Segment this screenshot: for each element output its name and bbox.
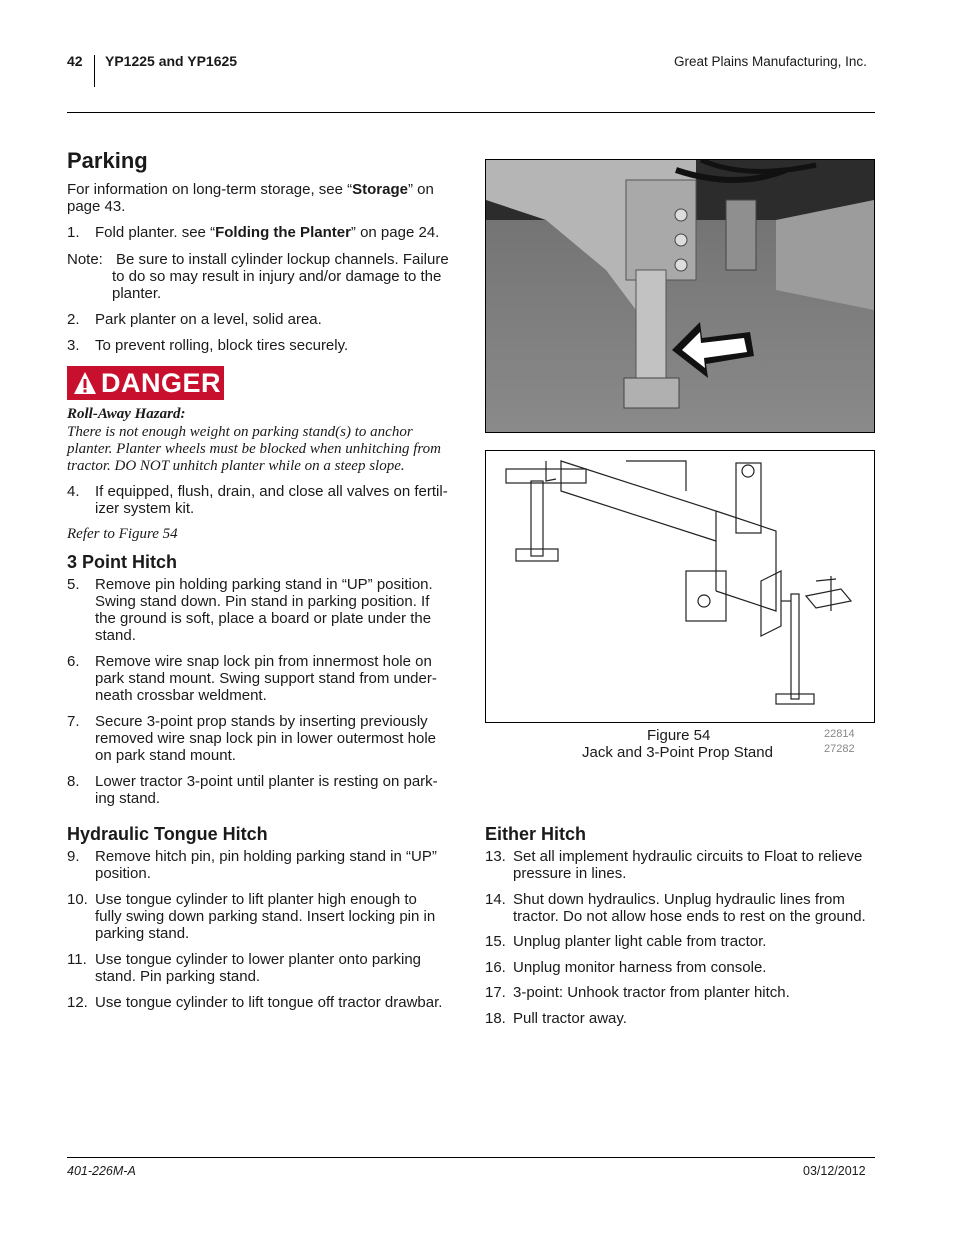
list-item (67, 713, 467, 764)
figure-reference[interactable]: Refer to Figure 54 (67, 526, 178, 542)
item-line: Swing stand down. Pin stand in parking position. If (95, 593, 430, 610)
item-number: 10. (67, 891, 88, 908)
list-item (67, 224, 467, 242)
item-line: fully swing down parking stand. Insert locking pin in (95, 908, 436, 925)
list-item (485, 1010, 885, 1027)
header-divider (94, 55, 95, 87)
note-text-3: planter. (112, 285, 162, 302)
item-line: 3-point: Unhook tractor from planter hitch. (513, 984, 790, 1002)
list-item (485, 984, 885, 1001)
section-title-hydraulic-tongue-hitch: Hydraulic Tongue Hitch (67, 824, 268, 844)
list-item (67, 773, 467, 807)
item-number: 2. (67, 311, 80, 328)
item-line: Set all implement hydraulic circuits to Float to relieve (513, 848, 863, 865)
item-number: 7. (67, 713, 80, 730)
figure-ref-2: 27282 (824, 743, 855, 755)
item-text: Park planter on a level, solid area. (95, 311, 322, 328)
item-line: the ground is soft, place a board or plate under the (95, 610, 432, 627)
item-text-end: ” on page 24. (350, 224, 440, 241)
item-line: Remove hitch pin, pin holding parking stand in “UP” (95, 848, 437, 865)
hazard-text-2: planter. Planter wheels must be blocked when unhitching from (67, 441, 441, 457)
list-item (485, 933, 885, 950)
list-item (67, 311, 467, 329)
hazard-title: Roll-Away Hazard: (67, 406, 186, 422)
note-text-2: to do so may result in injury and/or damage to the (112, 268, 442, 285)
item-line: Remove wire snap lock pin from innermost hole on (95, 653, 432, 670)
section-title-either-hitch: Either Hitch (485, 824, 587, 844)
item-number: 6. (67, 653, 80, 670)
item-line: neath crossbar weldment. (95, 687, 267, 704)
danger-label (67, 366, 224, 400)
item-number: 13. (485, 848, 506, 865)
item-text (513, 848, 862, 882)
item-number: 11. (67, 951, 87, 968)
item-number: 15. (485, 933, 506, 951)
item-line: Shut down hydraulics. Unplug hydraulic lines from (513, 890, 845, 908)
item-text: If equipped, flush, drain, and close all valves on fertil- izer system kit. (95, 483, 448, 517)
item-line: stand. Pin parking stand. (95, 968, 261, 985)
document-date: 03/12/2012 (803, 1164, 866, 1178)
item-text (95, 951, 421, 985)
list-item (485, 959, 885, 976)
item-number: 16. (485, 958, 506, 976)
item-text: To prevent rolling, block tires securely. (95, 337, 349, 354)
jack-prop-stand-diagram (486, 451, 874, 722)
item-line: pressure in lines. (513, 865, 627, 882)
item-number: 8. (67, 773, 80, 790)
document-id: 401-226M-A (67, 1164, 136, 1178)
item-line: ing stand. (95, 790, 161, 807)
item-number: 12. (67, 994, 88, 1011)
item-text (95, 653, 437, 704)
list-item (67, 483, 467, 519)
figure-diagram (485, 450, 875, 723)
intro-paragraph (67, 181, 434, 198)
item-text (513, 933, 766, 950)
item-line: stand. (95, 627, 136, 644)
item-number: 4. (67, 483, 80, 500)
item-text (95, 773, 438, 807)
item-line: tractor. Do not allow hose ends to rest on the ground. (513, 907, 866, 925)
list-item (67, 891, 467, 942)
folding-link[interactable]: Folding the Planter (215, 224, 351, 241)
footer-rule (67, 1157, 875, 1158)
list-item (485, 891, 885, 925)
figure-number: Figure 54 (647, 727, 711, 744)
item-number: 14. (485, 890, 506, 908)
item-text (513, 1010, 627, 1027)
section-title-parking: Parking (67, 148, 148, 173)
item-line: Unplug monitor harness from console. (513, 958, 767, 976)
list-item (67, 848, 467, 882)
item-line: Use tongue cylinder to lift planter high enough to (95, 891, 417, 908)
item-line: parking stand. (95, 925, 190, 942)
item-text (95, 713, 436, 764)
item-number: 17. (485, 984, 506, 1002)
item-line: park stand mount. Swing support stand from under- (95, 670, 437, 687)
item-line: Use tongue cylinder to lower planter onto parking (95, 951, 422, 968)
note-label: Note: (67, 251, 103, 268)
list-item (67, 994, 467, 1011)
intro-paragraph-line2: page 43. (67, 198, 126, 215)
item-line: Use tongue cylinder to lift tongue off tractor drawbar. (95, 994, 443, 1011)
item-number: 9. (67, 848, 80, 865)
hazard-text-1: There is not enough weight on parking stand(s) to anchor (67, 424, 413, 440)
danger-text: DANGER (101, 368, 222, 398)
item-text (95, 994, 442, 1011)
warning-icon (73, 370, 97, 396)
section-title-3-point-hitch: 3 Point Hitch (67, 552, 178, 572)
item-text (95, 891, 435, 942)
figure-photo (485, 159, 875, 433)
figure-ref-1: 22814 (824, 728, 855, 740)
item-line: removed wire snap lock pin in lower outermost hole (95, 730, 436, 747)
list-item (67, 576, 467, 644)
storage-link[interactable]: Storage (352, 181, 408, 198)
list-item (67, 653, 467, 704)
item-line: Lower tractor 3-point until planter is resting on park- (95, 773, 438, 790)
company-name: Great Plains Manufacturing, Inc. (674, 54, 867, 69)
item-text: Fold planter. see “ (95, 224, 216, 241)
list-item (67, 951, 467, 985)
item-text (95, 576, 433, 644)
intro-text: For information on long-term storage, see “ (67, 181, 353, 198)
item-text (513, 891, 866, 925)
item-line: Unplug planter light cable from tractor. (513, 933, 767, 951)
item-line: Pull tractor away. (513, 1010, 627, 1027)
header-rule (67, 112, 875, 113)
page-number: 42 (67, 53, 83, 69)
item-line: position. (95, 865, 151, 882)
list-item (67, 337, 467, 355)
item-line: Remove pin holding parking stand in “UP” position. (95, 576, 433, 593)
item-text (513, 984, 790, 1001)
item-number: 3. (67, 337, 80, 354)
figure-caption: Jack and 3-Point Prop Stand (582, 744, 773, 761)
item-text (95, 848, 437, 882)
item-number: 1. (67, 224, 80, 241)
hazard-text-3: tractor. DO NOT unhitch planter while on a steep slope. (67, 458, 405, 474)
item-line: Secure 3-point prop stands by inserting previously (95, 713, 428, 730)
item-number: 5. (67, 576, 80, 593)
item-text (513, 959, 766, 976)
note-text-1: Be sure to install cylinder lockup channels. Failure (116, 251, 449, 268)
intro-text-end: ” on (407, 181, 434, 198)
list-item (485, 848, 885, 882)
item-line: on park stand mount. (95, 747, 236, 764)
product-title: YP1225 and YP1625 (105, 53, 238, 69)
parking-stand-photo (486, 160, 874, 432)
item-number: 18. (485, 1010, 506, 1027)
